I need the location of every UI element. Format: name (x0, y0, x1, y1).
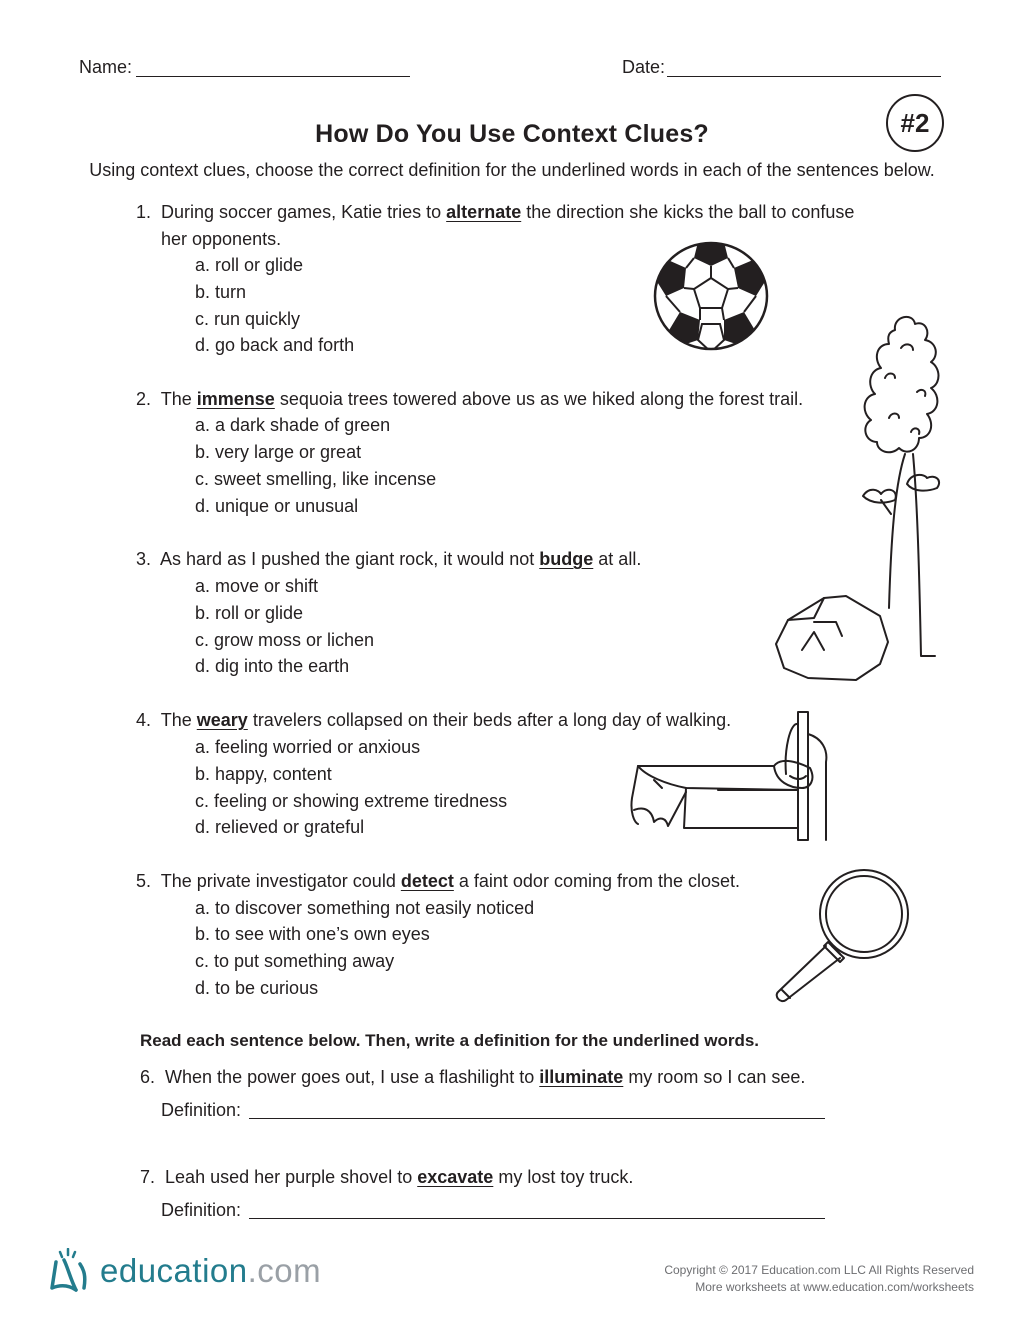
vocab-word: immense (196, 389, 275, 409)
option-b[interactable]: b. very large or great (195, 442, 362, 462)
question-before: When the power goes out, I use a flashilight to (165, 1067, 535, 1087)
name-label: Name: (79, 57, 133, 77)
question-text-line2: her opponents. (161, 229, 282, 249)
question-number: 6. (140, 1067, 156, 1087)
definition-label: Definition: (161, 1200, 242, 1220)
option-c[interactable]: c. run quickly (195, 309, 301, 329)
name-field[interactable] (136, 76, 410, 77)
more-worksheets-link[interactable]: More worksheets at www.education.com/worksheets (695, 1280, 974, 1294)
question-after: my lost toy truck. (498, 1167, 634, 1187)
definition-field[interactable] (249, 1118, 825, 1119)
question-text (136, 870, 740, 892)
question-after: a faint odor coming from the closet. (458, 871, 741, 891)
question-number: 5. (136, 871, 152, 891)
logo-wordmark (100, 1252, 321, 1290)
rock-icon (772, 592, 890, 684)
question-text (140, 1066, 805, 1088)
book-icon (46, 1248, 106, 1292)
part2-instructions: Read each sentence below. Then, write a definition for the underlined words. (140, 1031, 760, 1050)
badge-text: #2 (900, 107, 930, 138)
option-d[interactable]: d. unique or unusual (195, 496, 359, 516)
question-after: travelers collapsed on their beds after a long day of walking. (252, 710, 732, 730)
instructions: Using context clues, choose the correct definition for the underlined words in each of the sentences below. (89, 160, 935, 180)
question-after: sequoia trees towered above us as we hiked along the forest trail. (279, 389, 804, 409)
option-b[interactable]: b. to see with one’s own eyes (195, 924, 430, 944)
date-field[interactable] (667, 76, 941, 77)
question-before: Leah used her purple shovel to (165, 1167, 413, 1187)
worksheet-number-badge (886, 94, 944, 152)
option-c[interactable]: c. to put something away (195, 951, 395, 971)
vocab-word: detect (400, 871, 454, 891)
question-after: the direction she kicks the ball to confuse (526, 202, 855, 222)
question-number: 2. (136, 389, 152, 409)
vocab-word: weary (196, 710, 248, 730)
option-d[interactable]: d. dig into the earth (195, 656, 350, 676)
question-text (136, 388, 803, 410)
vocab-word: illuminate (539, 1067, 624, 1087)
question-number: 4. (136, 710, 152, 730)
question-text (136, 548, 641, 570)
option-a[interactable]: a. a dark shade of green (195, 415, 391, 435)
option-a[interactable]: a. to discover something not easily noticed (195, 898, 535, 918)
option-a[interactable]: a. move or shift (195, 576, 319, 596)
option-a[interactable]: a. feeling worried or anxious (195, 737, 421, 757)
question-before: The (160, 710, 192, 730)
vocab-word: excavate (417, 1167, 494, 1187)
magnifying-glass-icon (770, 866, 912, 1006)
question-before: During soccer games, Katie tries to (161, 202, 442, 222)
question-number: 1. (136, 202, 152, 222)
question-number: 3. (136, 549, 152, 569)
option-d[interactable]: d. to be curious (195, 978, 319, 998)
question-before: The private investigator could (160, 871, 396, 891)
question-after: at all. (598, 549, 642, 569)
logo-main: education (100, 1252, 248, 1289)
soccer-ball-icon (652, 240, 770, 352)
option-a[interactable]: a. roll or glide (195, 255, 304, 275)
question-text (136, 201, 854, 223)
option-d[interactable]: d. relieved or grateful (195, 817, 365, 837)
option-b[interactable]: b. roll or glide (195, 603, 304, 623)
option-d[interactable]: d. go back and forth (195, 335, 355, 355)
question-before: The (160, 389, 192, 409)
question-number: 7. (140, 1167, 156, 1187)
vocab-word: alternate (446, 202, 522, 222)
option-c[interactable]: c. sweet smelling, like incense (195, 469, 437, 489)
vocab-word: budge (539, 549, 594, 569)
question-before: As hard as I pushed the giant rock, it would not (160, 549, 535, 569)
definition-field[interactable] (249, 1218, 825, 1219)
copyright: Copyright © 2017 Education.com LLC All Rights Reserved (664, 1263, 974, 1277)
option-c[interactable]: c. grow moss or lichen (195, 630, 375, 650)
question-after: my room so I can see. (628, 1067, 806, 1087)
bed-icon (626, 710, 834, 846)
logo-suffix: .com (247, 1252, 322, 1289)
page-title: How Do You Use Context Clues? (315, 120, 709, 148)
option-b[interactable]: b. turn (195, 282, 247, 302)
option-c[interactable]: c. feeling or showing extreme tiredness (195, 791, 508, 811)
date-label: Date: (622, 57, 666, 77)
definition-label: Definition: (161, 1100, 242, 1120)
question-text (140, 1166, 633, 1188)
option-b[interactable]: b. happy, content (195, 764, 332, 784)
